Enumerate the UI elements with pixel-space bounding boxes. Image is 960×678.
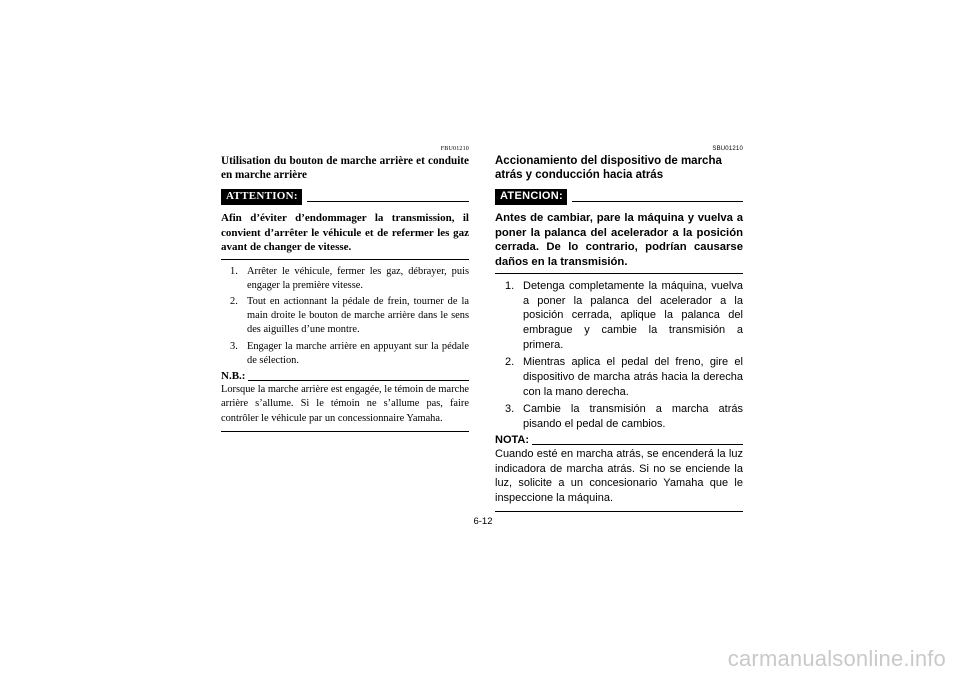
note-header: [495, 434, 743, 447]
step-text: Mientras aplica el pedal del freno, gire el dispositivo de marcha atrás hacia la derecha con la mano derecha.: [523, 356, 743, 398]
list-item: [495, 402, 743, 431]
spanish-column: [495, 146, 743, 512]
section-heading: Utilisation du bouton de marche arrière et conduite en marche arrière: [221, 155, 469, 181]
step-number: 3.: [230, 340, 238, 352]
watermark-text: carmanualsonline.info: [727, 646, 946, 671]
step-number: 2.: [505, 356, 515, 369]
warning-text: Afin d’éviter d’endommager la transmission, il convient d’arrêter le véhicule et de refermer les gaz avant de changer de vitesse.: [221, 211, 469, 260]
step-number: 2.: [230, 296, 238, 307]
french-column: [221, 146, 469, 432]
warning-text: Antes de cambiar, pare la máquina y vuelva a poner la palanca del acelerador a la posición cerrada. De lo contrario, podrían causarse daños en la transmisión.: [495, 211, 743, 274]
list-item: [221, 265, 469, 293]
warning-rule: [307, 192, 469, 202]
list-item: [495, 355, 743, 399]
note-rule: [532, 444, 743, 445]
section-heading: Accionamiento del dispositivo de marcha atrás y conducción hacia atrás: [495, 155, 722, 181]
section-code: FBU01210: [440, 146, 469, 152]
steps-list: [495, 279, 743, 431]
list-item: [221, 340, 469, 368]
note-text: Cuando esté en marcha atrás, se encenderá la luz indicadora de marcha atrás. Si no se enciende la luz, solicite a un concesionario Yamaha que le inspeccione la máquina.: [495, 447, 743, 512]
list-item: [221, 295, 469, 337]
warning-label: ATTENTION:: [221, 189, 302, 205]
warning-label: ATENCION:: [495, 189, 567, 205]
section-code: SBU01210: [712, 146, 743, 152]
list-item: [495, 279, 743, 353]
note-text: Lorsque la marche arrière est engagée, le témoin de marche arrière s’allume. Si le témoin ne s’allume pas, faire contrôler le véhicule par un concessionnaire Yamaha.: [221, 383, 469, 432]
step-text: Engager la marche arrière en appuyant sur la pédale de sélection.: [247, 340, 469, 366]
warning-header: [495, 189, 743, 205]
note-rule: [248, 380, 469, 381]
steps-list: [221, 265, 469, 368]
step-number: 3.: [505, 402, 515, 415]
step-text: Tout en actionnant la pédale de frein, tourner de la main droite le bouton de marche arrière dans le sens des aiguilles d’une montre.: [247, 296, 469, 335]
page-number: 6-12: [473, 516, 493, 527]
warning-header: [221, 189, 469, 205]
warning-rule: [572, 192, 743, 202]
step-text: Cambie la transmisión a marcha atrás pisando el pedal de cambios.: [523, 402, 743, 430]
step-text: Arrêter le véhicule, fermer les gaz, débrayer, puis engager la première vitesse.: [247, 265, 469, 291]
step-number: 1.: [505, 280, 515, 292]
step-text: Detenga completamente la máquina, vuelva a poner la palanca del acelerador a la posición cerrada, aplique la palanca del embrague y cambie la transmisión a primera.: [523, 280, 743, 351]
note-label: NOTA:: [495, 433, 530, 446]
note-header: [221, 370, 469, 383]
note-label: N.B.:: [221, 370, 246, 382]
step-number: 1.: [230, 265, 238, 277]
